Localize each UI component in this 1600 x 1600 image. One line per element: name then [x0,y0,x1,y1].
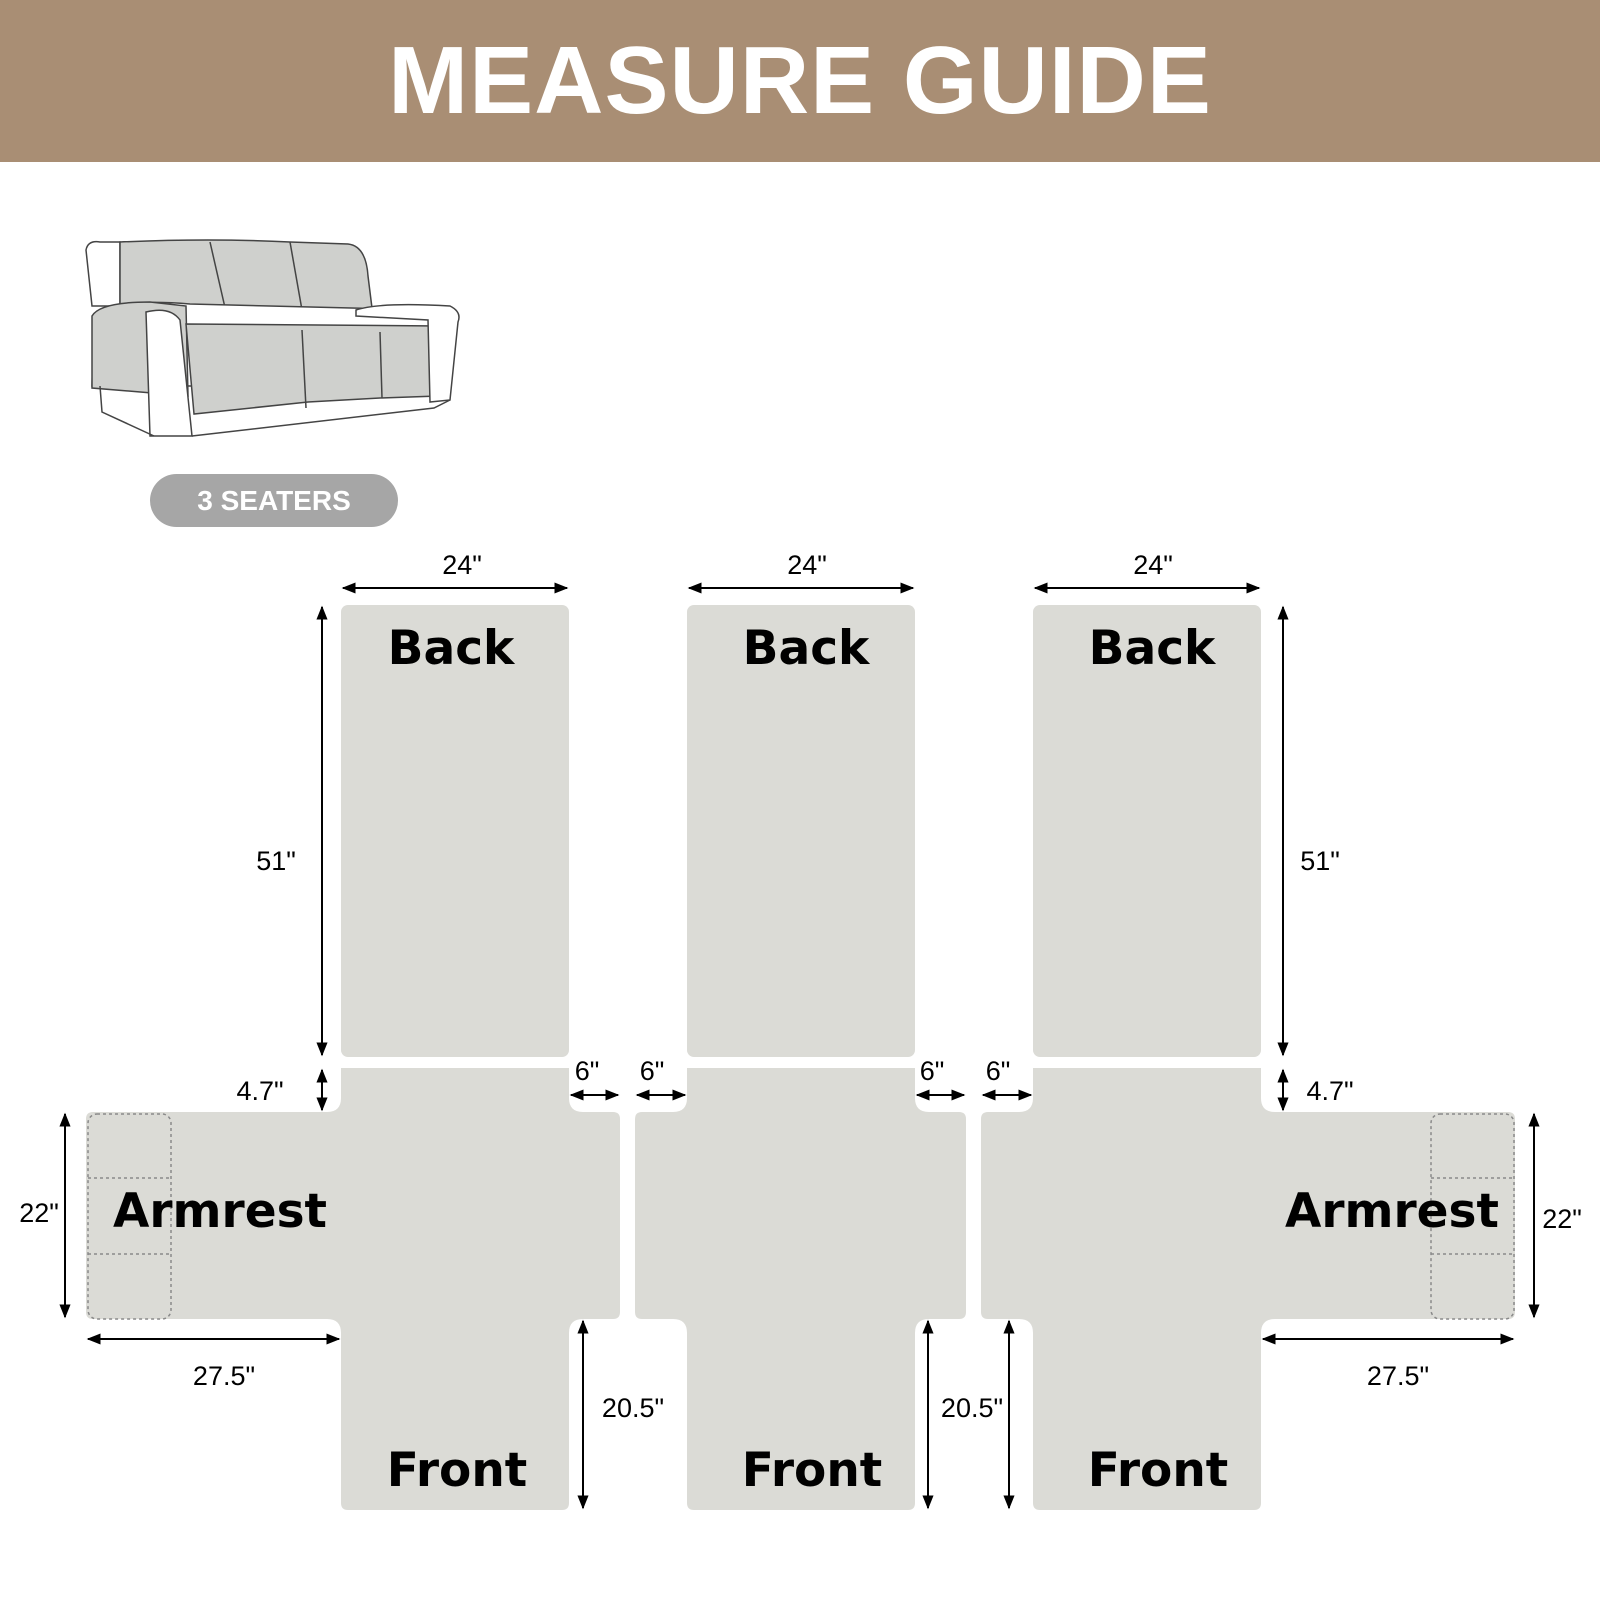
side-tab-label-2: 6" [639,1056,665,1086]
middle-cover [635,605,966,1510]
gap-label-left: 4.7" [236,1076,284,1106]
front-label-right: Front [1087,1443,1229,1498]
seat-panel-right [981,1068,1515,1510]
back-width-label-right: 24" [1133,550,1173,580]
armrest-length-label-right: 27.5" [1366,1361,1430,1391]
armrest-height-label-right: 22" [1542,1204,1582,1234]
left-cover [86,605,620,1510]
front-label-middle: Front [741,1443,883,1498]
side-tab-label-3: 6" [919,1056,945,1086]
front-height-label-left: 20.5" [601,1393,665,1423]
gap-label-right: 4.7" [1306,1076,1354,1106]
back-label-right: Back [1088,621,1216,676]
back-height-label-right: 51" [1300,846,1340,876]
armrest-label-left: Armrest [113,1184,328,1239]
back-width-label-middle: 24" [787,550,827,580]
armrest-length-label-left: 27.5" [192,1361,256,1391]
seater-badge: 3 SEATERS [150,474,398,527]
front-label-left: Front [386,1443,528,1498]
armrest-height-label-left: 22" [19,1198,59,1228]
page-title: MEASURE GUIDE [388,27,1212,134]
side-tab-label-1: 6" [574,1056,600,1086]
front-height-label-middle: 20.5" [940,1393,1004,1423]
armrest-label-right: Armrest [1284,1184,1499,1239]
back-width-label-left: 24" [442,550,482,580]
right-cover [981,605,1515,1510]
back-label-middle: Back [742,621,870,676]
back-label-left: Back [387,621,515,676]
seat-panel-left [86,1068,620,1510]
back-height-label-left: 51" [256,846,296,876]
side-tab-label-4: 6" [985,1056,1011,1086]
